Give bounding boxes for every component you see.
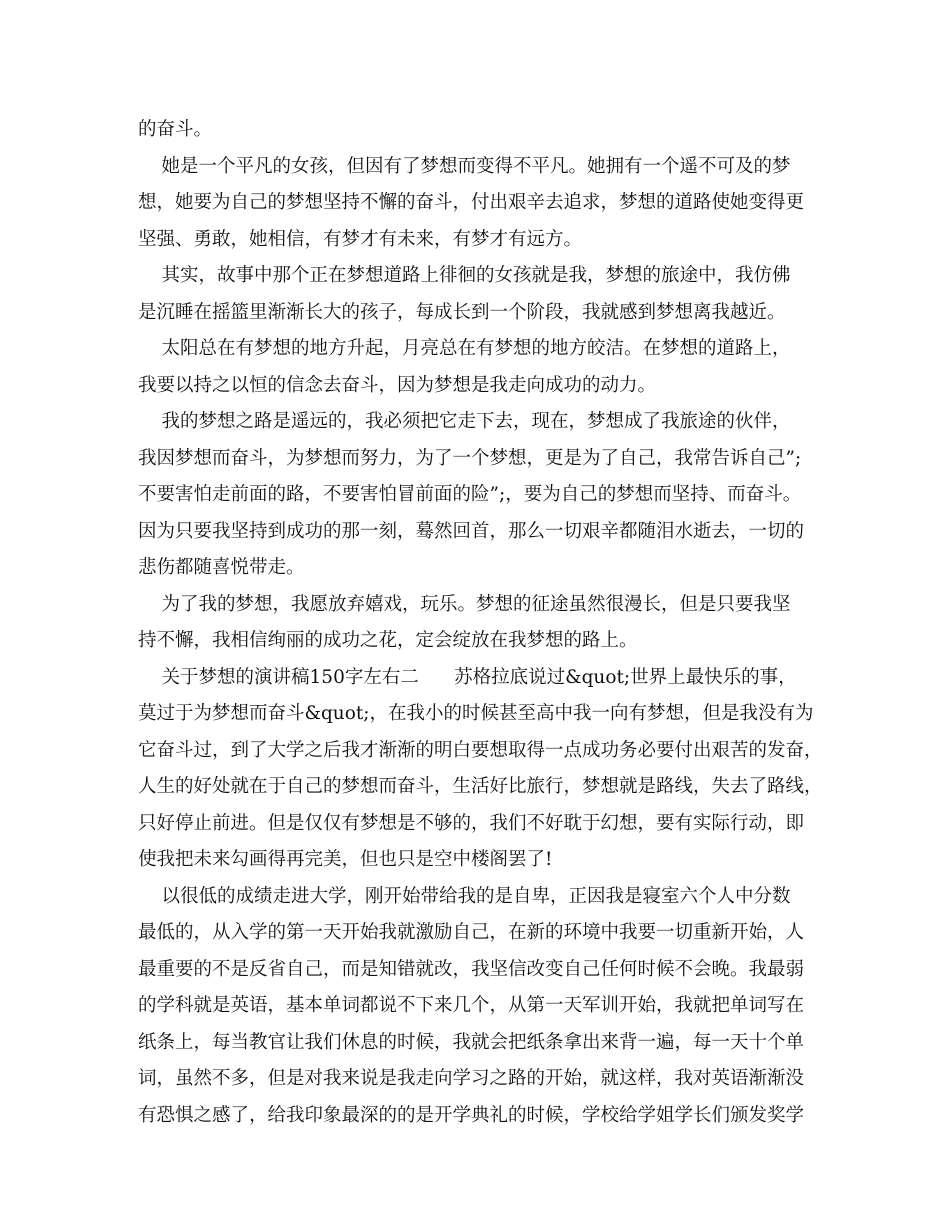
text-line: 不要害怕走前面的路，不要害怕冒前面的险”;，要为自己的梦想而坚持、而奋斗。 [138,484,802,505]
text-line: 是沉睡在摇篮里渐渐长大的孩子，每成长到一个阶段，我就感到梦想离我越近。 [138,301,786,323]
text-line: 太阳总在有梦想的地方升起，月亮总在有梦想的地方皎洁。在梦想的道路上， [138,338,791,359]
text-line: 最低的，从入学的第一天开始我就激励自己，在新的环境中我要一切重新开始，人 [138,922,805,943]
text-line: 我因梦想而奋斗，为梦想而努力，为了一个梦想，更是为了自己，我常告诉自己”; [138,447,802,469]
body-text [138,112,828,1134]
text-line: 坚强、勇敢，她相信，有梦才有未来，有梦才有远方。 [138,228,583,250]
text-line: 纸条上，每当教官让我们休息的时候，我就会把纸条拿出来背一遍，每一天十个单 [138,1031,805,1053]
text-line: 想，她要为自己的梦想坚持不懈的奋斗，付出艰辛去追求，梦想的道路使她变得更 [138,192,805,213]
text-line: 悲伤都随喜悦带走。 [138,557,305,578]
text-line: 为了我的梦想，我愿放弃嬉戏，玩乐。梦想的征途虽然很漫长，但是只要我坚 [138,593,791,615]
text-line: 它奋斗过，到了大学之后我才渐渐的明白要想取得一点成功务必要付出艰苦的发奋， [138,739,823,761]
text-line: 以很低的成绩走进大学，刚开始带给我的是自卑，正因我是寝室六个人中分数 [138,885,791,907]
text-line: 最重要的不是反省自己，而是知错就改，我坚信改变自己任何时候不会晚。我最弱 [138,958,805,980]
text-line: 只好停止前进。但是仅仅有梦想是不够的，我们不好耽于幻想，要有实际行动，即 [138,812,805,834]
text-line: 人生的好处就在于自己的梦想而奋斗，生活好比旅行，梦想就是路线，失去了路线， [138,776,823,797]
text-line: 有恐惧之感了，给我印象最深的的是开学典礼的时候，学校给学姐学长们颁发奖学 [138,1104,805,1126]
text-line: 持不懈，我相信绚丽的成功之花，定会绽放在我梦想的路上。 [138,630,638,651]
text-line: 的学科就是英语，基本单词都说不下来几个，从第一天军训开始，我就把单词写在 [138,995,805,1016]
text-line: 莫过于为梦想而奋斗&quot;，在我小的时候甚至高中我一向有梦想，但是我没有为 [138,703,814,724]
text-line: 使我把未来勾画得再完美，但也只是空中楼阁罢了! [138,849,553,870]
text-line: 我要以持之以恒的信念去奋斗，因为梦想是我走向成功的动力。 [138,374,657,396]
text-line: 因为只要我坚持到成功的那一刻，蓦然回首，那么一切艰辛都随泪水逝去，一切的 [138,520,805,542]
text-line: 词，虽然不多，但是对我来说是我走向学习之路的开始，就这样，我对英语渐渐没 [138,1068,805,1089]
text-line: 关于梦想的演讲稿150字左右二 苏格拉底说过&quot;世界上最快乐的事， [138,666,797,688]
text-line: 其实，故事中那个正在梦想道路上徘徊的女孩就是我，梦想的旅途中，我仿佛 [138,265,791,286]
text-line: 的奋斗。 [138,119,213,140]
text-line: 她是一个平凡的女孩，但因有了梦想而变得不平凡。她拥有一个遥不可及的梦 [138,155,791,177]
text-line: 我的梦想之路是遥远的，我必须把它走下去，现在，梦想成了我旅途的伙伴， [138,411,791,432]
